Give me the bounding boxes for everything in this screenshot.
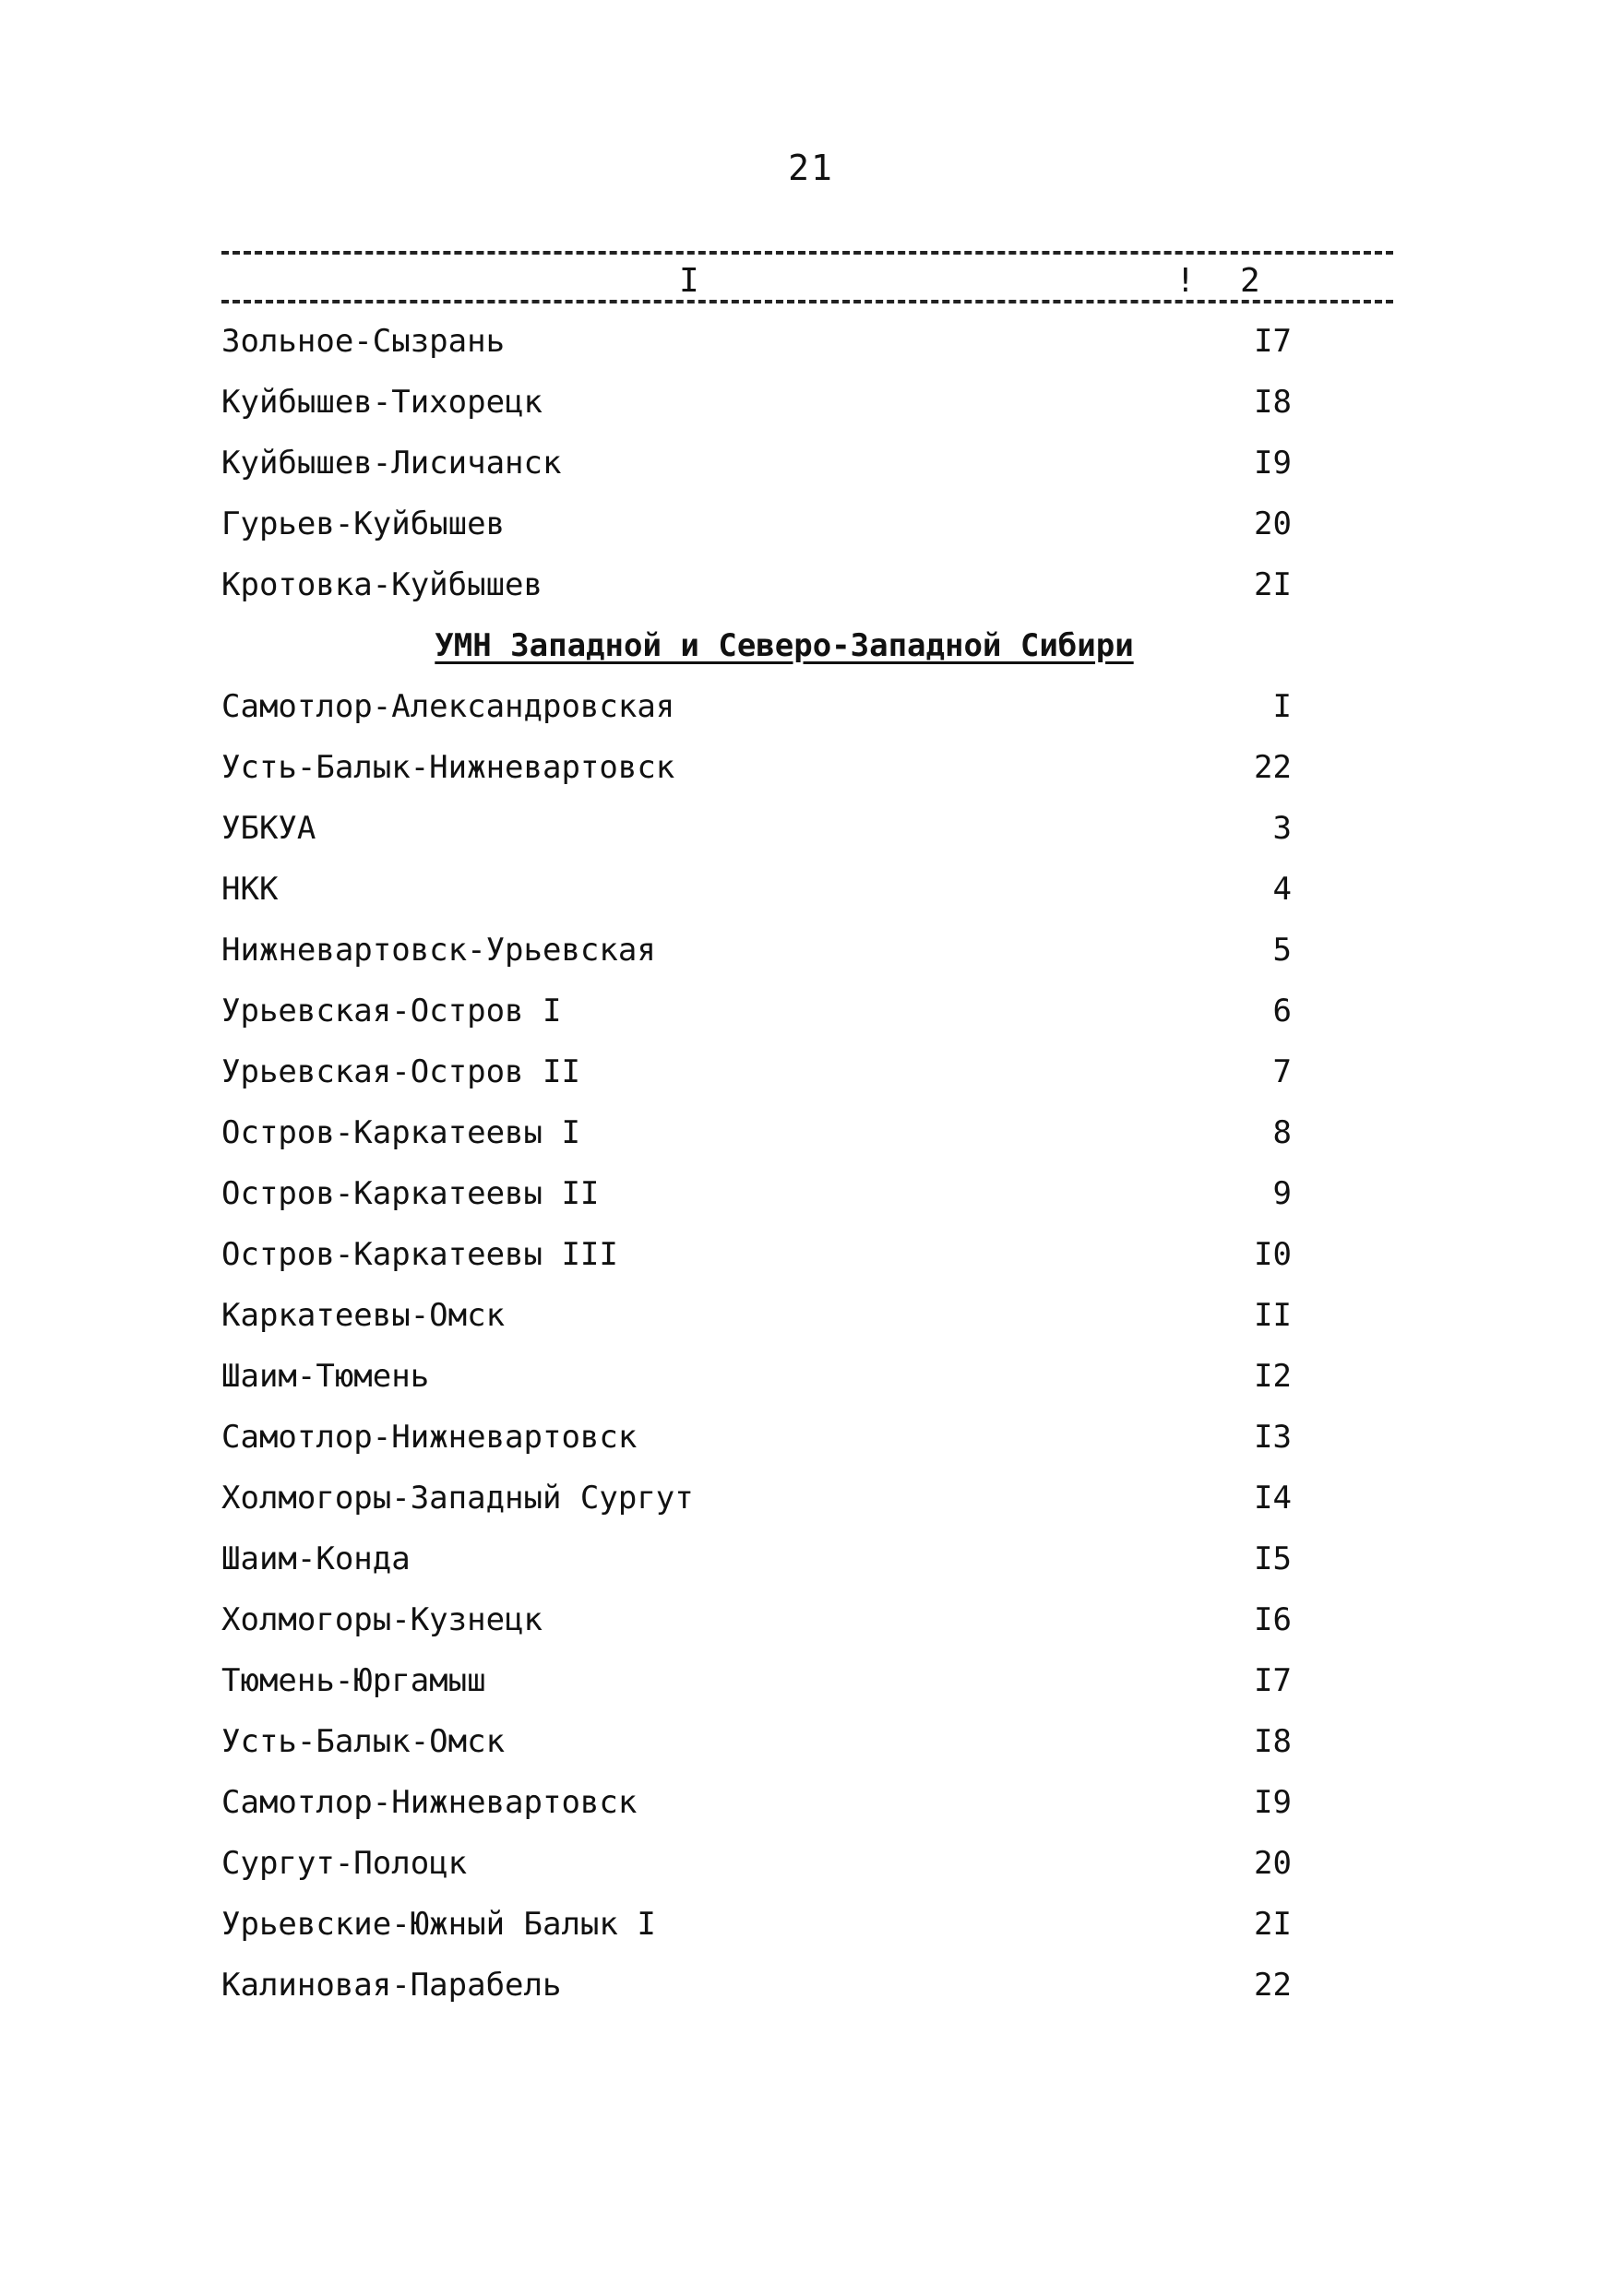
row-name: Каркатеевы-Омск (221, 1297, 506, 1334)
table-header (221, 262, 1393, 303)
row-name: Урьевские-Южный Балык I (221, 1906, 656, 1943)
header-col1: I (674, 262, 705, 300)
table-row (221, 1295, 1310, 1356)
row-name: Самотлор-Александровская (221, 688, 675, 725)
row-name: Холмогоры-Западный Сургут (221, 1480, 694, 1517)
table-row (221, 1417, 1310, 1478)
row-name: Куйбышев-Тихорецк (221, 384, 543, 421)
header-separator: ! (1172, 262, 1199, 300)
row-name: Калиновая-Парабель (221, 1967, 562, 2004)
row-name: Самотлор-Нижневартовск (221, 1419, 638, 1456)
row-name: Остров-Каркатеевы I (221, 1114, 580, 1151)
row-name: УБКУА (221, 810, 316, 847)
table-row (221, 1112, 1310, 1173)
table-row (221, 1539, 1310, 1600)
row-name: Остров-Каркатеевы III (221, 1236, 618, 1273)
row-name: Зольное-Сызрань (221, 323, 506, 360)
table-row (221, 686, 1310, 747)
table-row (221, 1904, 1310, 1965)
section-title: УМН Западной и Северо-Западной Сибири (435, 627, 1134, 664)
row-name: Шаим-Тюмень (221, 1358, 430, 1395)
table-row (221, 1843, 1310, 1904)
row-number: 22 (1254, 1967, 1292, 2004)
table-row (221, 1782, 1310, 1843)
row-number: I9 (1254, 445, 1292, 482)
row-name: Холмогоры-Кузнецк (221, 1601, 543, 1638)
table-row (221, 1600, 1310, 1660)
table-row (221, 382, 1310, 443)
row-number: I0 (1254, 1236, 1292, 1273)
table-row (221, 1965, 1310, 2026)
row-number: I7 (1254, 1662, 1292, 1699)
row-name: Тюмень-Юргамыш (221, 1662, 486, 1699)
row-number: I3 (1254, 1419, 1292, 1456)
row-number: 6 (1272, 993, 1292, 1029)
row-number: II (1254, 1297, 1292, 1334)
table-top-rule (221, 251, 1393, 255)
row-name: Урьевская-Остров II (221, 1053, 580, 1090)
row-number: I8 (1254, 1723, 1292, 1760)
row-name: НКК (221, 871, 279, 908)
row-name: Самотлор-Нижневартовск (221, 1784, 638, 1821)
row-number: I6 (1254, 1601, 1292, 1638)
table-body (221, 321, 1310, 2026)
row-name: Сургут-Полоцк (221, 1845, 468, 1882)
table-row (221, 1478, 1310, 1539)
row-name: Урьевская-Остров I (221, 993, 562, 1029)
row-number: I7 (1254, 323, 1292, 360)
table-row (221, 504, 1310, 565)
row-number: 7 (1272, 1053, 1292, 1090)
row-name: Остров-Каркатеевы II (221, 1175, 600, 1212)
table-row (221, 321, 1310, 382)
row-number: 20 (1254, 506, 1292, 542)
table-row (221, 443, 1310, 504)
table-row (221, 1660, 1310, 1721)
row-name: Нижневартовск-Урьевская (221, 932, 656, 969)
row-number: I5 (1254, 1541, 1292, 1577)
row-number: 4 (1272, 871, 1292, 908)
table-header-rule (221, 300, 1393, 303)
table-row (221, 747, 1310, 808)
table-row (221, 1052, 1310, 1112)
row-number: I (1272, 688, 1292, 725)
row-number: 3 (1272, 810, 1292, 847)
row-name: Кротовка-Куйбышев (221, 566, 543, 603)
section-heading (221, 625, 1310, 686)
row-name: Усть-Балык-Нижневартовск (221, 749, 675, 786)
row-number: I2 (1254, 1358, 1292, 1395)
row-number: I4 (1254, 1480, 1292, 1517)
row-number: 2I (1254, 566, 1292, 603)
table-row (221, 1173, 1310, 1234)
table-row (221, 565, 1310, 625)
header-col2: 2 (1234, 262, 1266, 300)
row-name: Гурьев-Куйбышев (221, 506, 506, 542)
row-number: I8 (1254, 384, 1292, 421)
row-number: 5 (1272, 932, 1292, 969)
row-number: 8 (1272, 1114, 1292, 1151)
row-name: Усть-Балык-Омск (221, 1723, 506, 1760)
row-name: Куйбышев-Лисичанск (221, 445, 562, 482)
table-row (221, 991, 1310, 1052)
page-number: 21 (788, 148, 834, 188)
table-row (221, 1234, 1310, 1295)
row-number: 9 (1272, 1175, 1292, 1212)
table-row (221, 808, 1310, 869)
row-number: 22 (1254, 749, 1292, 786)
table-row (221, 1356, 1310, 1417)
row-number: I9 (1254, 1784, 1292, 1821)
table-row (221, 1721, 1310, 1782)
table-row (221, 869, 1310, 930)
table-row (221, 930, 1310, 991)
row-number: 20 (1254, 1845, 1292, 1882)
row-name: Шаим-Конда (221, 1541, 411, 1577)
row-number: 2I (1254, 1906, 1292, 1943)
